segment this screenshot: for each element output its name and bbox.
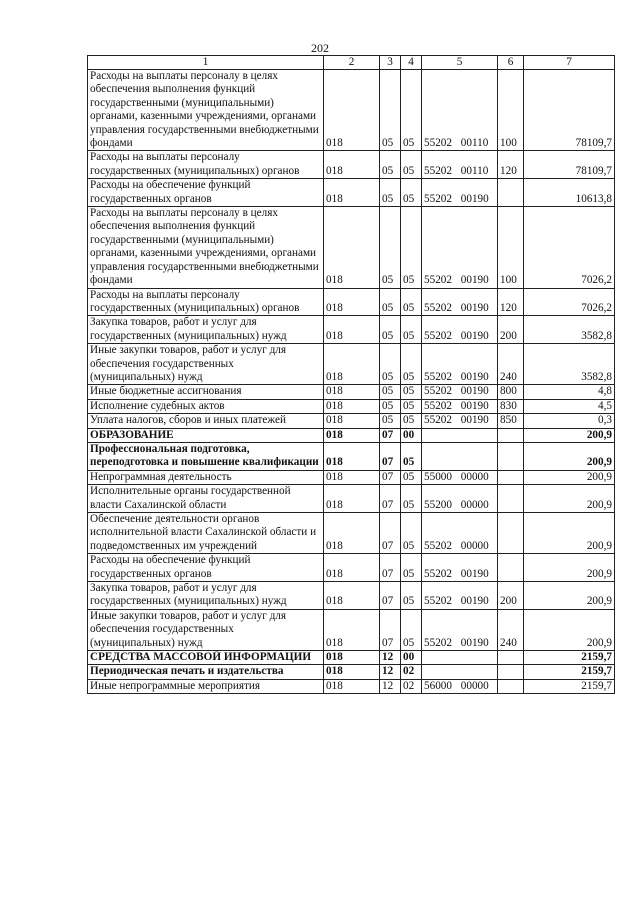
row-expense-type xyxy=(498,442,524,470)
table-row xyxy=(88,582,615,610)
table-row xyxy=(88,207,615,288)
row-expense-type xyxy=(498,470,524,484)
row-subsection: 05 xyxy=(401,288,422,316)
table-row xyxy=(88,442,615,470)
row-name: Расходы на обеспечение функций государственных органов xyxy=(88,554,324,582)
row-name: Закупка товаров, работ и услуг для государственных (муниципальных) нужд xyxy=(88,316,324,344)
row-subsection: 05 xyxy=(401,385,422,399)
row-target-article xyxy=(422,651,498,665)
row-amount: 4,5 xyxy=(524,399,615,413)
row-expense-type: 120 xyxy=(498,288,524,316)
row-name: Иные непрограммные мероприятия xyxy=(88,679,324,693)
row-section: 05 xyxy=(380,399,401,413)
row-section: 05 xyxy=(380,207,401,288)
row-section: 05 xyxy=(380,179,401,207)
row-code-admin: 018 xyxy=(324,70,380,151)
row-subsection: 05 xyxy=(401,442,422,470)
table-row xyxy=(88,651,615,665)
table-row xyxy=(88,70,615,151)
table-row xyxy=(88,665,615,679)
table-row xyxy=(88,399,615,413)
row-expense-type: 200 xyxy=(498,316,524,344)
row-subsection: 02 xyxy=(401,665,422,679)
row-subsection: 05 xyxy=(401,554,422,582)
row-name: Расходы на выплаты персоналу в целях обеспечения выполнения функций государственными (муниципальными) органами, казенными учреждениями, органами управления государственными внебюджетными фондами xyxy=(88,70,324,151)
row-subsection: 05 xyxy=(401,344,422,385)
table-row xyxy=(88,470,615,484)
row-amount: 7026,2 xyxy=(524,207,615,288)
row-section: 07 xyxy=(380,609,401,650)
header-col-7: 7 xyxy=(524,56,615,70)
row-code-admin: 018 xyxy=(324,207,380,288)
table-row xyxy=(88,513,615,554)
row-name: Периодическая печать и издательства xyxy=(88,665,324,679)
table-row xyxy=(88,344,615,385)
table-row xyxy=(88,485,615,513)
row-subsection: 05 xyxy=(401,513,422,554)
table-row xyxy=(88,554,615,582)
row-code-admin: 018 xyxy=(324,414,380,428)
row-target-article: 55202 00000 xyxy=(422,513,498,554)
row-subsection: 05 xyxy=(401,70,422,151)
table-row xyxy=(88,609,615,650)
row-target-article: 55000 00000 xyxy=(422,470,498,484)
page-number: 202 xyxy=(311,41,329,55)
row-subsection: 00 xyxy=(401,428,422,442)
header-col-2: 2 xyxy=(324,56,380,70)
row-code-admin: 018 xyxy=(324,485,380,513)
row-name: Исполнительные органы государственной власти Сахалинской области xyxy=(88,485,324,513)
row-expense-type: 800 xyxy=(498,385,524,399)
row-name: Иные закупки товаров, работ и услуг для обеспечения государственных (муниципальных) нужд xyxy=(88,609,324,650)
row-target-article: 55200 00000 xyxy=(422,485,498,513)
row-expense-type: 120 xyxy=(498,151,524,179)
row-expense-type: 100 xyxy=(498,207,524,288)
row-code-admin: 018 xyxy=(324,665,380,679)
row-name: Обеспечение деятельности органов исполнительной власти Сахалинской области и подведомственных им учреждений xyxy=(88,513,324,554)
row-name: Расходы на выплаты персоналу государственных (муниципальных) органов xyxy=(88,151,324,179)
row-name: ОБРАЗОВАНИЕ xyxy=(88,428,324,442)
row-amount: 3582,8 xyxy=(524,316,615,344)
row-section: 12 xyxy=(380,651,401,665)
row-expense-type: 240 xyxy=(498,609,524,650)
header-col-6: 6 xyxy=(498,56,524,70)
row-target-article: 55202 00110 xyxy=(422,70,498,151)
row-expense-type: 200 xyxy=(498,582,524,610)
row-target-article: 55202 00190 xyxy=(422,385,498,399)
row-code-admin: 018 xyxy=(324,651,380,665)
row-section: 05 xyxy=(380,414,401,428)
row-target-article xyxy=(422,442,498,470)
row-name: Уплата налогов, сборов и иных платежей xyxy=(88,414,324,428)
row-name: Профессиональная подготовка, переподготовка и повышение квалификации xyxy=(88,442,324,470)
row-name: Непрограммная деятельность xyxy=(88,470,324,484)
row-code-admin: 018 xyxy=(324,316,380,344)
row-expense-type xyxy=(498,679,524,693)
row-expense-type xyxy=(498,179,524,207)
row-amount: 200,9 xyxy=(524,470,615,484)
row-subsection: 05 xyxy=(401,485,422,513)
row-section: 05 xyxy=(380,344,401,385)
row-name: Исполнение судебных актов xyxy=(88,399,324,413)
row-section: 07 xyxy=(380,582,401,610)
row-expense-type xyxy=(498,428,524,442)
row-target-article: 55202 00190 xyxy=(422,414,498,428)
row-amount: 0,3 xyxy=(524,414,615,428)
row-code-admin: 018 xyxy=(324,442,380,470)
row-target-article: 55202 00190 xyxy=(422,344,498,385)
table-row xyxy=(88,385,615,399)
row-code-admin: 018 xyxy=(324,151,380,179)
row-section: 12 xyxy=(380,665,401,679)
row-expense-type: 100 xyxy=(498,70,524,151)
row-subsection: 02 xyxy=(401,679,422,693)
row-name: Расходы на выплаты персоналу государственных (муниципальных) органов xyxy=(88,288,324,316)
row-section: 12 xyxy=(380,679,401,693)
table-row xyxy=(88,679,615,693)
row-expense-type xyxy=(498,665,524,679)
row-target-article: 55202 00190 xyxy=(422,554,498,582)
row-code-admin: 018 xyxy=(324,179,380,207)
row-section: 07 xyxy=(380,470,401,484)
row-subsection: 05 xyxy=(401,399,422,413)
row-amount: 3582,8 xyxy=(524,344,615,385)
row-code-admin: 018 xyxy=(324,554,380,582)
row-section: 05 xyxy=(380,385,401,399)
row-subsection: 05 xyxy=(401,470,422,484)
row-expense-type xyxy=(498,651,524,665)
row-code-admin: 018 xyxy=(324,609,380,650)
header-col-3: 3 xyxy=(380,56,401,70)
row-target-article: 55202 00190 xyxy=(422,399,498,413)
table-row xyxy=(88,428,615,442)
row-amount: 200,9 xyxy=(524,609,615,650)
row-amount: 2159,7 xyxy=(524,651,615,665)
table-row xyxy=(88,179,615,207)
header-col-4: 4 xyxy=(401,56,422,70)
row-section: 07 xyxy=(380,513,401,554)
row-code-admin: 018 xyxy=(324,513,380,554)
row-section: 07 xyxy=(380,485,401,513)
row-expense-type: 240 xyxy=(498,344,524,385)
row-target-article: 55202 00190 xyxy=(422,288,498,316)
row-expense-type xyxy=(498,485,524,513)
row-target-article: 55202 00190 xyxy=(422,316,498,344)
header-row xyxy=(88,56,615,70)
row-code-admin: 018 xyxy=(324,385,380,399)
row-section: 05 xyxy=(380,316,401,344)
row-expense-type xyxy=(498,513,524,554)
row-target-article: 55202 00110 xyxy=(422,151,498,179)
row-expense-type xyxy=(498,554,524,582)
row-code-admin: 018 xyxy=(324,679,380,693)
row-amount: 200,9 xyxy=(524,485,615,513)
row-name: Расходы на выплаты персоналу в целях обеспечения выполнения функций государственными (муниципальными) органами, казенными учреждениями, органами управления государственными внебюджетными фондами xyxy=(88,207,324,288)
row-subsection: 05 xyxy=(401,207,422,288)
row-expense-type: 830 xyxy=(498,399,524,413)
row-amount: 4,8 xyxy=(524,385,615,399)
row-subsection: 05 xyxy=(401,151,422,179)
row-code-admin: 018 xyxy=(324,344,380,385)
table-row xyxy=(88,316,615,344)
row-amount: 200,9 xyxy=(524,554,615,582)
row-target-article: 56000 00000 xyxy=(422,679,498,693)
row-name: Иные закупки товаров, работ и услуг для обеспечения государственных (муниципальных) нужд xyxy=(88,344,324,385)
row-target-article xyxy=(422,428,498,442)
row-amount: 200,9 xyxy=(524,442,615,470)
table-row xyxy=(88,414,615,428)
row-section: 05 xyxy=(380,288,401,316)
table-row xyxy=(88,151,615,179)
row-subsection: 05 xyxy=(401,609,422,650)
row-section: 07 xyxy=(380,428,401,442)
row-subsection: 05 xyxy=(401,414,422,428)
row-amount: 10613,8 xyxy=(524,179,615,207)
row-amount: 7026,2 xyxy=(524,288,615,316)
row-subsection: 05 xyxy=(401,316,422,344)
row-name: Закупка товаров, работ и услуг для государственных (муниципальных) нужд xyxy=(88,582,324,610)
table-row xyxy=(88,288,615,316)
budget-table xyxy=(87,55,615,694)
row-name: СРЕДСТВА МАССОВОЙ ИНФОРМАЦИИ xyxy=(88,651,324,665)
row-subsection: 00 xyxy=(401,651,422,665)
row-subsection: 05 xyxy=(401,179,422,207)
row-section: 05 xyxy=(380,151,401,179)
row-name: Расходы на обеспечение функций государственных органов xyxy=(88,179,324,207)
row-amount: 2159,7 xyxy=(524,665,615,679)
row-amount: 200,9 xyxy=(524,428,615,442)
row-amount: 2159,7 xyxy=(524,679,615,693)
row-section: 07 xyxy=(380,554,401,582)
row-amount: 78109,7 xyxy=(524,70,615,151)
row-section: 07 xyxy=(380,442,401,470)
row-subsection: 05 xyxy=(401,582,422,610)
row-code-admin: 018 xyxy=(324,470,380,484)
row-target-article: 55202 00190 xyxy=(422,179,498,207)
row-name: Иные бюджетные ассигнования xyxy=(88,385,324,399)
row-target-article: 55202 00190 xyxy=(422,609,498,650)
row-code-admin: 018 xyxy=(324,582,380,610)
row-amount: 78109,7 xyxy=(524,151,615,179)
header-col-1: 1 xyxy=(88,56,324,70)
row-code-admin: 018 xyxy=(324,288,380,316)
row-amount: 200,9 xyxy=(524,513,615,554)
row-target-article xyxy=(422,665,498,679)
row-target-article: 55202 00190 xyxy=(422,207,498,288)
header-col-5: 5 xyxy=(422,56,498,70)
row-expense-type: 850 xyxy=(498,414,524,428)
row-code-admin: 018 xyxy=(324,399,380,413)
row-section: 05 xyxy=(380,70,401,151)
row-target-article: 55202 00190 xyxy=(422,582,498,610)
row-code-admin: 018 xyxy=(324,428,380,442)
row-amount: 200,9 xyxy=(524,582,615,610)
